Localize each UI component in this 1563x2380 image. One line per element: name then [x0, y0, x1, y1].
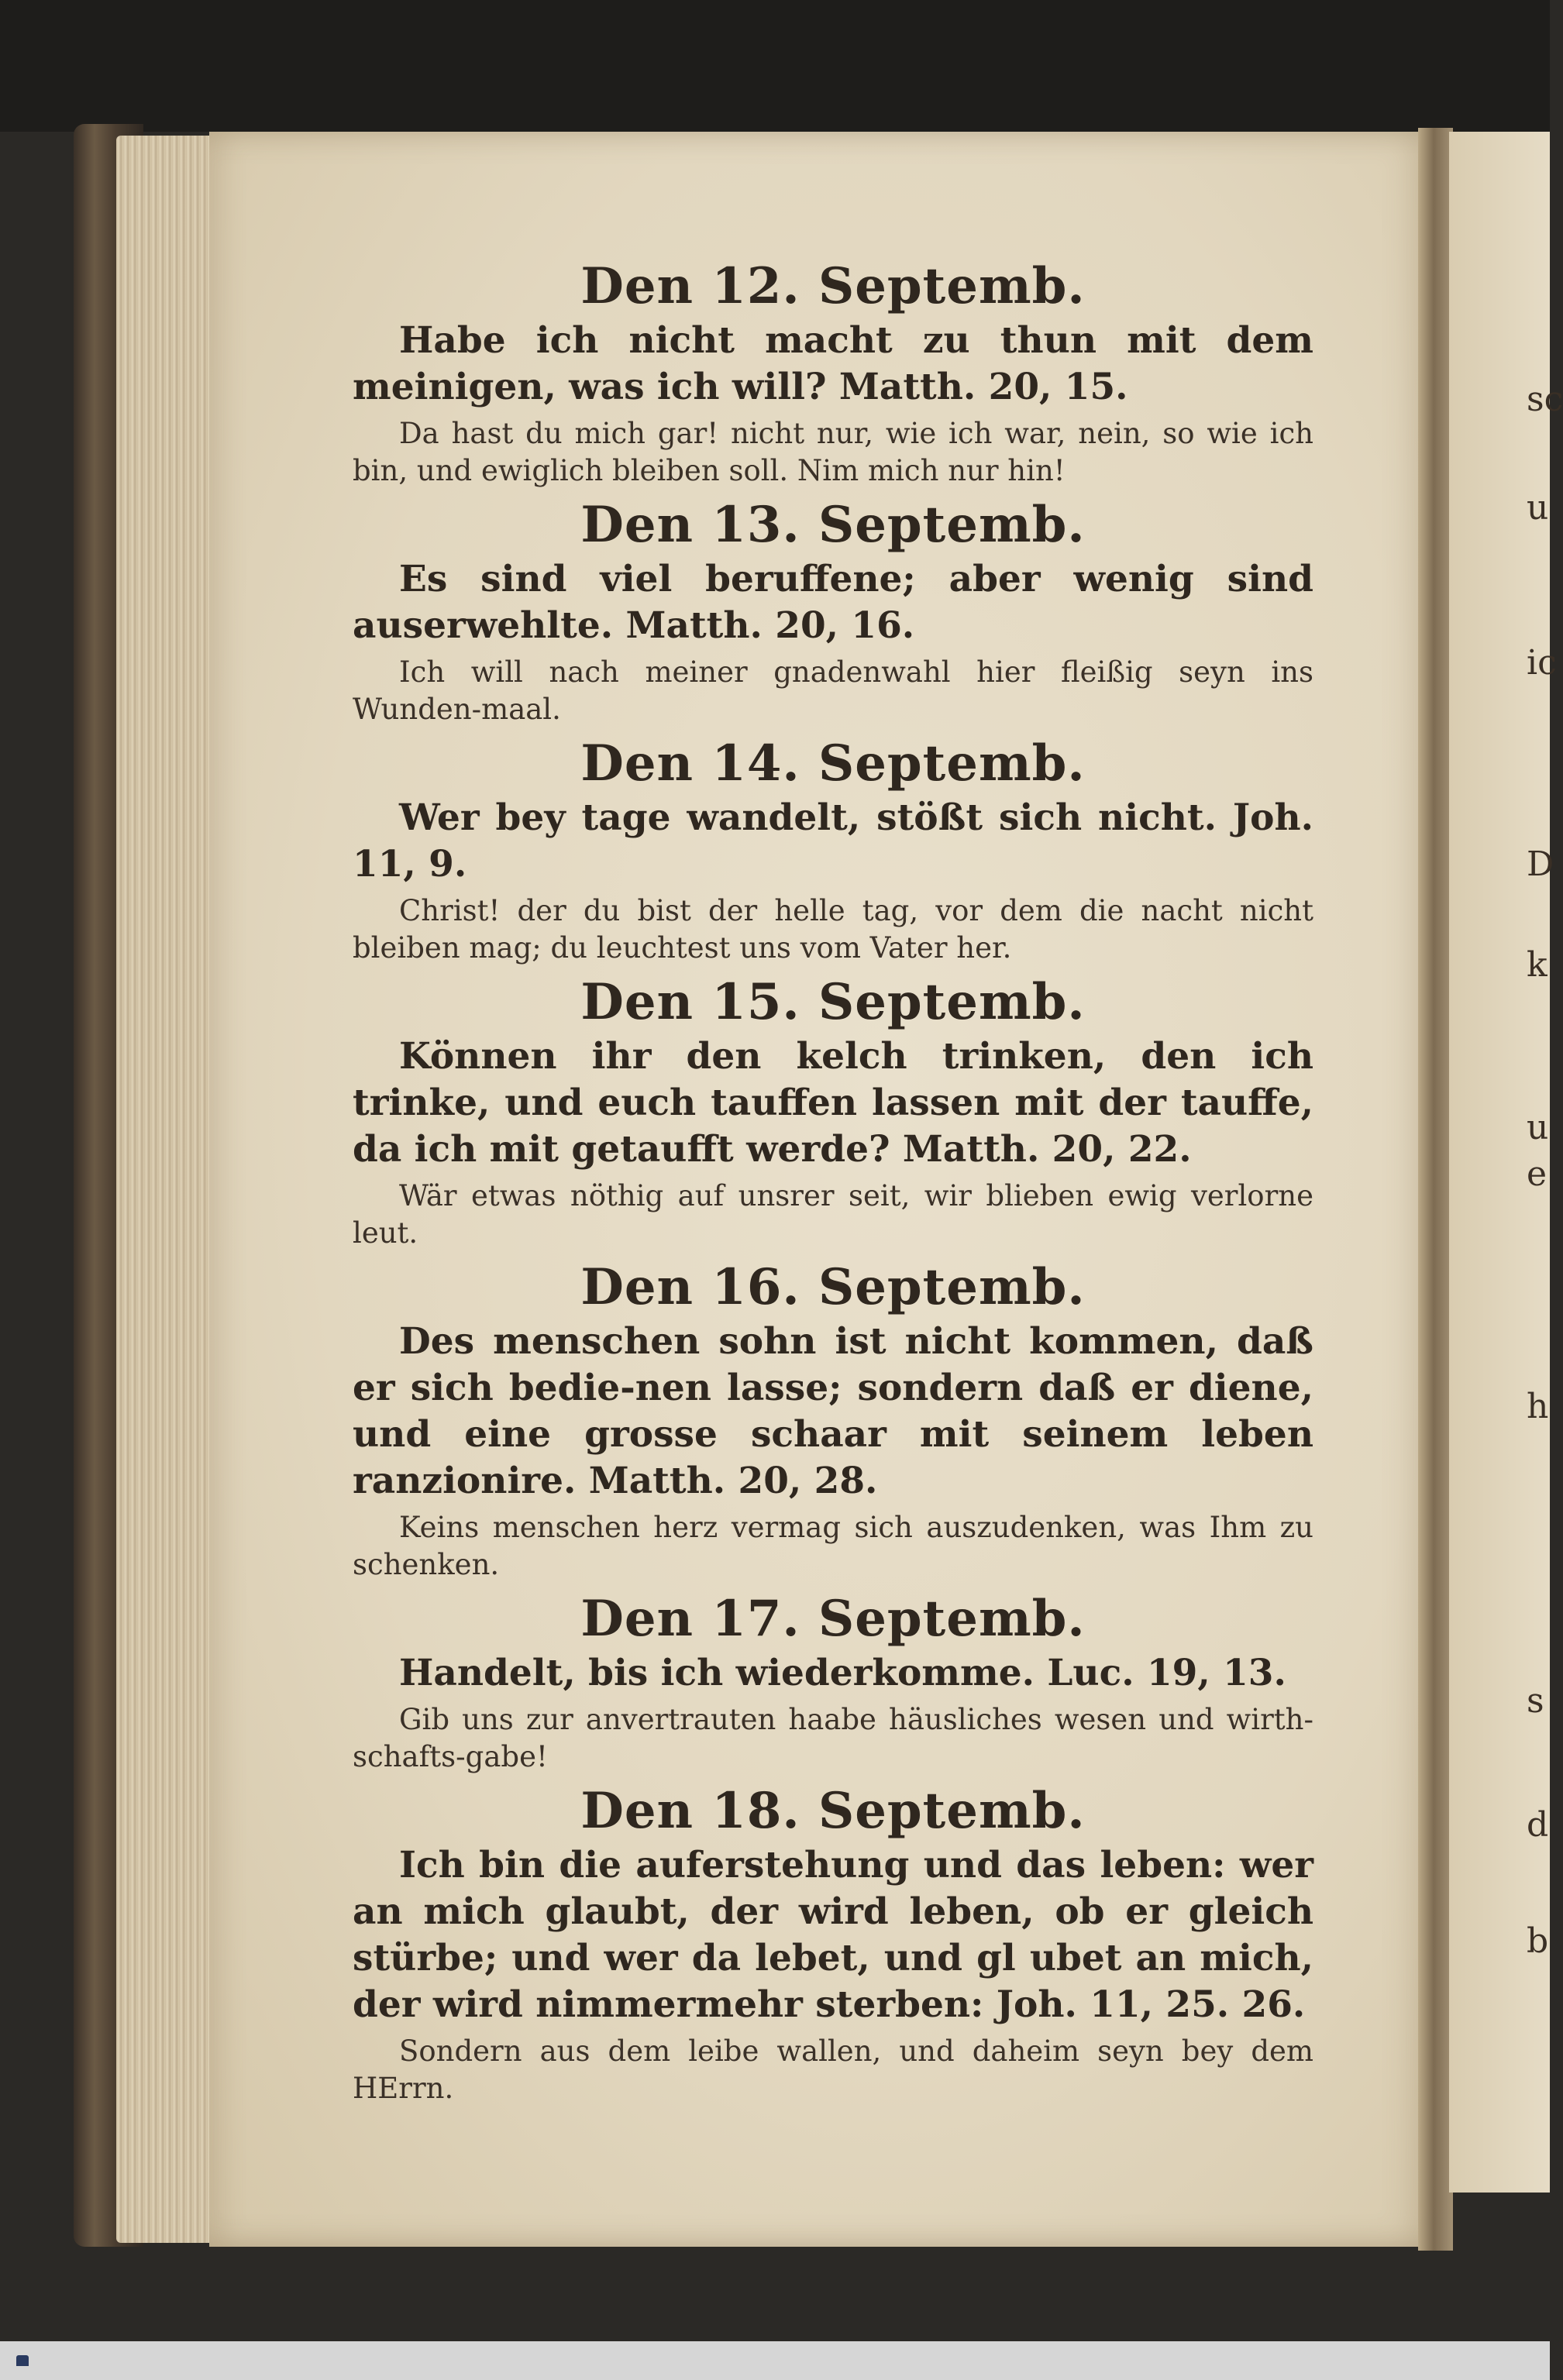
bible-verse: Es sind viel beruffene; aber wenig sind auserwehlte. Matth. 20, 16.	[353, 558, 1313, 647]
entry-date-heading: Den 12. Septemb.	[580, 257, 1086, 315]
facing-page-edge	[1449, 132, 1563, 2193]
background-top	[0, 0, 1550, 132]
facing-page-fragment: e	[1527, 1154, 1548, 1194]
entry-date-heading: Den 13. Septemb.	[580, 496, 1086, 554]
daily-entry	[353, 733, 1313, 967]
facing-page-fragment: ic	[1527, 643, 1557, 683]
hymn-verse: Keins menschen herz vermag sich auszudenken, was Ihm zu schenken.	[353, 1511, 1313, 1581]
facing-page-fragment: s	[1527, 1681, 1544, 1721]
entry-date-heading: Den 14. Septemb.	[580, 734, 1086, 793]
bible-verse: Wer bey tage wandelt, stößt sich nicht. Joh. 11, 9.	[353, 796, 1313, 886]
bible-verse: Können ihr den kelch trinken, den ich trinke, und euch tauffen lassen mit der tauffe, da ich mit getaufft werde? Matth. 20, 22.	[353, 1035, 1313, 1171]
hymn-verse: Wär etwas nöthig auf unsrer seit, wir blieben ewig verlorne leut.	[353, 1179, 1313, 1250]
daily-entry	[353, 256, 1313, 490]
daily-entry	[353, 1257, 1313, 1584]
daily-entry	[353, 972, 1313, 1252]
entry-date-heading: Den 18. Septemb.	[580, 1782, 1086, 1840]
entry-date-heading: Den 16. Septemb.	[580, 1258, 1086, 1316]
entry-date-heading: Den 17. Septemb.	[580, 1590, 1086, 1648]
hymn-verse: Ich will nach meiner gnadenwahl hier fleißig seyn ins Wunden-maal.	[353, 655, 1313, 726]
hymn-verse: Da hast du mich gar! nicht nur, wie ich war, nein, so wie ich bin, und ewiglich bleiben soll. Nim mich nur hin!	[353, 417, 1313, 487]
page-text	[353, 256, 1313, 2112]
daily-entry	[353, 1588, 1313, 1776]
facing-page-fragment: D	[1527, 844, 1554, 884]
facing-page-fragment: b	[1527, 1921, 1549, 1961]
facing-page-fragment: h	[1527, 1387, 1549, 1426]
bible-verse: Handelt, bis ich wiederkomme. Luc. 19, 13.	[399, 1652, 1286, 1694]
facing-page-fragment: u	[1527, 1108, 1549, 1147]
hymn-verse: Christ! der du bist der helle tag, vor dem die nacht nicht bleiben mag; du leuchtest uns vom Vater her.	[353, 894, 1313, 965]
daily-entry	[353, 1780, 1313, 2107]
hymn-verse: Gib uns zur anvertrauten haabe häusliches wesen und wirth-schafts-gabe!	[353, 1703, 1313, 1773]
facing-page-fragment: k	[1527, 945, 1548, 985]
viewer-footer-bar	[0, 2341, 1550, 2380]
book-gutter	[1418, 128, 1453, 2251]
hymn-verse: Sondern aus dem leibe wallen, und daheim seyn bey dem HErrn.	[353, 2034, 1313, 2105]
bible-verse: Ich bin die auferstehung und das leben: wer an mich glaubt, der wird leben, ob er gleich stürbe; und wer da lebet, und gl ubet an mich, der wird nimmermehr sterben: Joh. 11, 25. 26.	[353, 1844, 1313, 2026]
facing-page-fragment: u	[1527, 488, 1549, 528]
daily-entry	[353, 494, 1313, 728]
library-logo-icon	[8, 2347, 37, 2374]
bible-verse: Des menschen sohn ist nicht kommen, daß er sich bedie-nen lasse; sondern daß er diene, und eine grosse schaar mit seinem leben ranzionire. Matth. 20, 28.	[353, 1320, 1313, 1502]
facing-page-fragment: d	[1527, 1805, 1549, 1845]
entry-date-heading: Den 15. Septemb.	[580, 973, 1086, 1031]
page-edges	[116, 136, 217, 2243]
facing-page-fragment: sc	[1527, 380, 1563, 419]
bible-verse: Habe ich nicht macht zu thun mit dem meinigen, was ich will? Matth. 20, 15.	[353, 319, 1313, 408]
